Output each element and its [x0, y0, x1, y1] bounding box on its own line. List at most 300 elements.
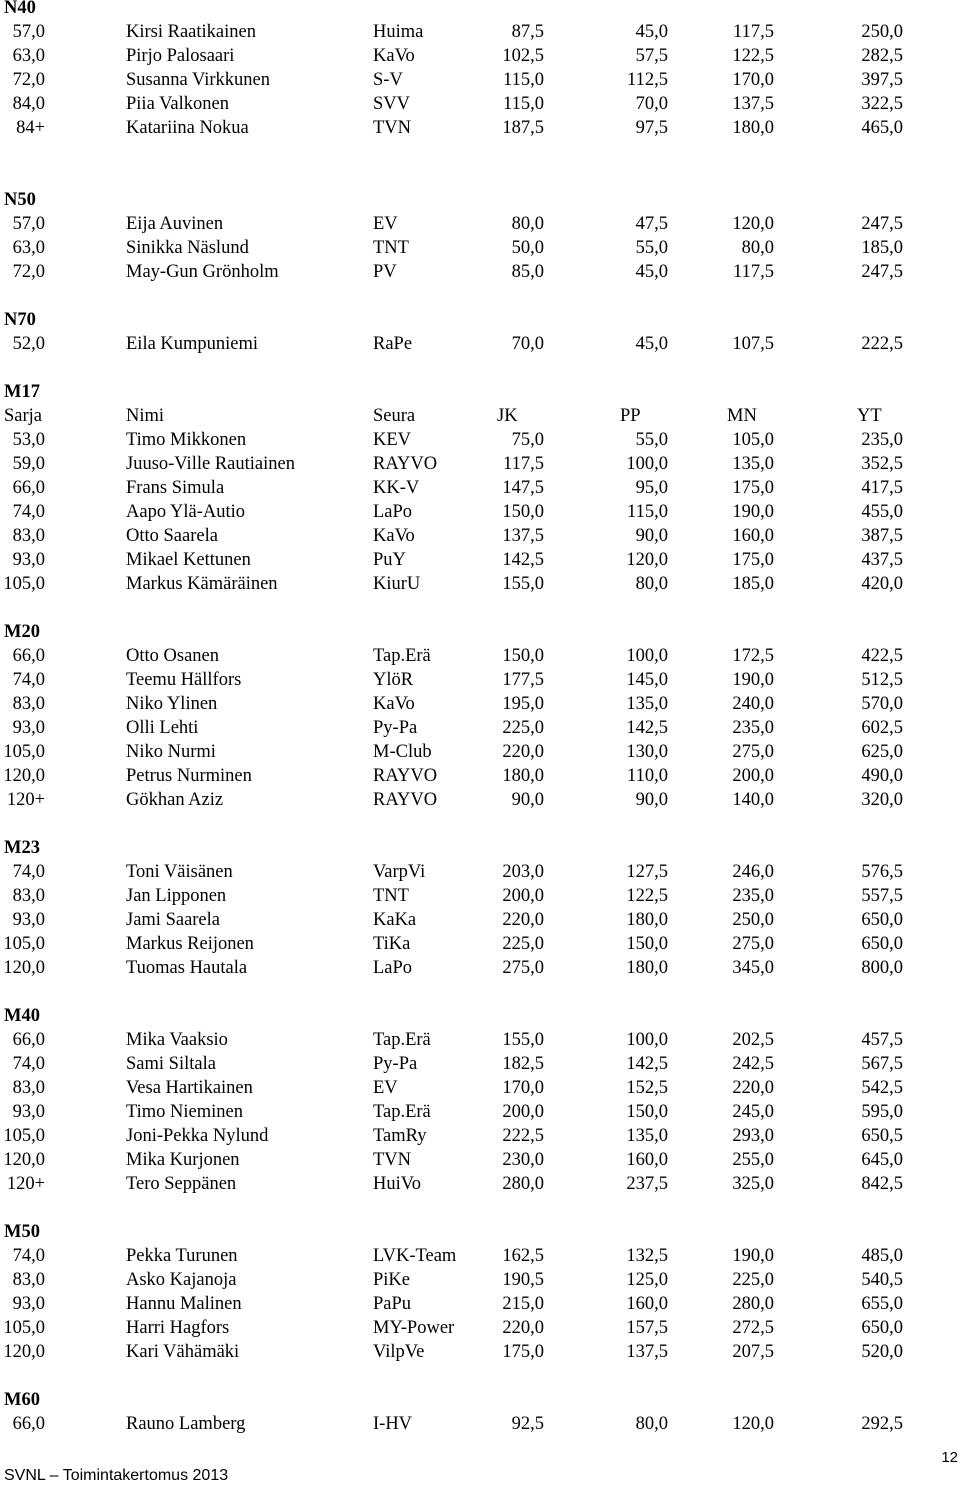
- table-row: [0, 236, 960, 260]
- club: RaPe: [373, 334, 413, 354]
- table-row: [0, 716, 960, 740]
- jk-result: 50,0: [511, 238, 544, 258]
- column-header: PP: [620, 406, 641, 426]
- jk-result: 137,5: [502, 526, 544, 546]
- mn-result: 275,0: [732, 934, 774, 954]
- table-row: [0, 1268, 960, 1292]
- athlete-name: Otto Osanen: [126, 646, 219, 666]
- athlete-name: Susanna Virkkunen: [126, 70, 270, 90]
- jk-result: 203,0: [502, 862, 544, 882]
- jk-result: 200,0: [502, 1102, 544, 1122]
- athlete-name: Pekka Turunen: [126, 1246, 238, 1266]
- table-row: [0, 500, 960, 524]
- total-result: 512,5: [861, 670, 903, 690]
- jk-result: 170,0: [502, 1078, 544, 1098]
- jk-result: 150,0: [502, 502, 544, 522]
- group-title: [0, 0, 960, 20]
- total-result: 250,0: [861, 22, 903, 42]
- weight-class: 93,0: [12, 1294, 45, 1314]
- club: EV: [373, 1078, 398, 1098]
- pp-result: 45,0: [635, 334, 668, 354]
- pp-result: 142,5: [626, 718, 668, 738]
- table-row: [0, 860, 960, 884]
- group-title: [0, 188, 960, 212]
- weight-class: 93,0: [12, 1102, 45, 1122]
- mn-result: 122,5: [732, 46, 774, 66]
- club: PaPu: [373, 1294, 412, 1314]
- weight-class: 74,0: [12, 670, 45, 690]
- total-result: 465,0: [861, 118, 903, 138]
- table-row: [0, 20, 960, 44]
- table-row: [0, 1028, 960, 1052]
- club: TiKa: [373, 934, 411, 954]
- pp-result: 112,5: [627, 70, 668, 90]
- table-row: [0, 572, 960, 596]
- club: TamRy: [373, 1126, 427, 1146]
- mn-result: 190,0: [732, 1246, 774, 1266]
- total-result: 397,5: [861, 70, 903, 90]
- pp-result: 90,0: [635, 790, 668, 810]
- athlete-name: Mikael Kettunen: [126, 550, 251, 570]
- table-row: [0, 908, 960, 932]
- pp-result: 122,5: [626, 886, 668, 906]
- club: TNT: [373, 238, 409, 258]
- table-row: [0, 1148, 960, 1172]
- total-result: 540,5: [861, 1270, 903, 1290]
- table-row: [0, 524, 960, 548]
- athlete-name: Sinikka Näslund: [126, 238, 249, 258]
- jk-result: 102,5: [502, 46, 544, 66]
- club: KK-V: [373, 478, 420, 498]
- jk-result: 280,0: [502, 1174, 544, 1194]
- club: LaPo: [373, 958, 413, 978]
- total-result: 387,5: [861, 526, 903, 546]
- jk-result: 220,0: [502, 742, 544, 762]
- pp-result: 160,0: [626, 1150, 668, 1170]
- club: YlöR: [373, 670, 414, 690]
- club: KaVo: [373, 526, 415, 546]
- total-result: 655,0: [861, 1294, 903, 1314]
- table-row: [0, 1052, 960, 1076]
- jk-result: 195,0: [502, 694, 544, 714]
- total-result: 490,0: [861, 766, 903, 786]
- club: PuY: [373, 550, 406, 570]
- total-result: 247,5: [861, 262, 903, 282]
- group-title-text: N50: [4, 190, 36, 210]
- total-result: 842,5: [861, 1174, 903, 1194]
- column-header: YT: [857, 406, 882, 426]
- weight-class: 52,0: [12, 334, 45, 354]
- total-result: 247,5: [861, 214, 903, 234]
- pp-result: 45,0: [635, 22, 668, 42]
- pp-result: 100,0: [626, 454, 668, 474]
- athlete-name: Hannu Malinen: [126, 1294, 242, 1314]
- table-row: [0, 548, 960, 572]
- total-result: 417,5: [861, 478, 903, 498]
- group-title-text: M23: [4, 838, 40, 858]
- athlete-name: Eija Auvinen: [126, 214, 224, 234]
- pp-result: 132,5: [626, 1246, 668, 1266]
- table-row: [0, 476, 960, 500]
- total-result: 282,5: [861, 46, 903, 66]
- table-row: [0, 428, 960, 452]
- mn-result: 117,5: [733, 262, 774, 282]
- club: SVV: [373, 94, 411, 114]
- club: S-V: [373, 70, 403, 90]
- weight-class: 93,0: [12, 718, 45, 738]
- mn-result: 170,0: [732, 70, 774, 90]
- total-result: 485,0: [861, 1246, 903, 1266]
- jk-result: 155,0: [502, 574, 544, 594]
- club: HuiVo: [373, 1174, 421, 1194]
- total-result: 542,5: [861, 1078, 903, 1098]
- mn-result: 180,0: [732, 118, 774, 138]
- club: Tap.Erä: [373, 1102, 431, 1122]
- athlete-name: Mika Vaaksio: [126, 1030, 228, 1050]
- athlete-name: Kirsi Raatikainen: [126, 22, 256, 42]
- athlete-name: Tuomas Hautala: [126, 958, 248, 978]
- club: M-Club: [373, 742, 432, 762]
- athlete-name: Toni Väisänen: [126, 862, 233, 882]
- mn-result: 80,0: [741, 238, 774, 258]
- jk-result: 150,0: [502, 646, 544, 666]
- column-header: Nimi: [126, 406, 165, 426]
- jk-result: 147,5: [502, 478, 544, 498]
- group-title-text: N40: [4, 0, 36, 18]
- mn-result: 345,0: [732, 958, 774, 978]
- pp-result: 180,0: [626, 958, 668, 978]
- club: KiurU: [373, 574, 421, 594]
- group-title: [0, 1004, 960, 1028]
- athlete-name: Mika Kurjonen: [126, 1150, 240, 1170]
- club: RAYVO: [373, 766, 438, 786]
- athlete-name: Harri Hagfors: [126, 1318, 230, 1338]
- pp-result: 157,5: [626, 1318, 668, 1338]
- club: PV: [373, 262, 397, 282]
- table-row: [0, 740, 960, 764]
- total-result: 650,0: [861, 910, 903, 930]
- jk-result: 222,5: [502, 1126, 544, 1146]
- table-row: [0, 1292, 960, 1316]
- weight-class: 66,0: [12, 1414, 45, 1434]
- weight-class: 105,0: [3, 574, 45, 594]
- athlete-name: Olli Lehti: [126, 718, 199, 738]
- pp-result: 160,0: [626, 1294, 668, 1314]
- athlete-name: Joni-Pekka Nylund: [126, 1126, 269, 1146]
- weight-class: 93,0: [12, 550, 45, 570]
- total-result: 650,5: [861, 1126, 903, 1146]
- jk-result: 85,0: [511, 262, 544, 282]
- jk-result: 225,0: [502, 718, 544, 738]
- jk-result: 230,0: [502, 1150, 544, 1170]
- club: Py-Pa: [373, 718, 418, 738]
- weight-class: 105,0: [3, 742, 45, 762]
- group-title-text: M20: [4, 622, 40, 642]
- group-title: [0, 1220, 960, 1244]
- mn-result: 190,0: [732, 502, 774, 522]
- group-title-text: N70: [4, 310, 36, 330]
- mn-result: 242,5: [732, 1054, 774, 1074]
- jk-result: 177,5: [502, 670, 544, 690]
- pp-result: 95,0: [635, 478, 668, 498]
- club: LVK-Team: [373, 1246, 457, 1266]
- group-title: [0, 1388, 960, 1412]
- total-result: 567,5: [861, 1054, 903, 1074]
- club: KEV: [373, 430, 412, 450]
- weight-class: 74,0: [12, 502, 45, 522]
- pp-result: 47,5: [635, 214, 668, 234]
- table-row: [0, 116, 960, 140]
- total-result: 235,0: [861, 430, 903, 450]
- club: Tap.Erä: [373, 646, 431, 666]
- athlete-name: Vesa Hartikainen: [126, 1078, 253, 1098]
- weight-class: 105,0: [3, 1318, 45, 1338]
- mn-result: 172,5: [732, 646, 774, 666]
- total-result: 352,5: [861, 454, 903, 474]
- pp-result: 150,0: [626, 1102, 668, 1122]
- jk-result: 220,0: [502, 910, 544, 930]
- weight-class: 66,0: [12, 478, 45, 498]
- mn-result: 255,0: [732, 1150, 774, 1170]
- pp-result: 152,5: [626, 1078, 668, 1098]
- pp-result: 237,5: [626, 1174, 668, 1194]
- total-result: 185,0: [861, 238, 903, 258]
- table-row: [0, 1244, 960, 1268]
- jk-result: 117,5: [503, 454, 544, 474]
- footer-text: SVNL – Toimintakertomus 2013: [4, 1467, 229, 1484]
- club: Huima: [373, 22, 424, 42]
- athlete-name: Juuso-Ville Rautiainen: [126, 454, 295, 474]
- total-result: 650,0: [861, 934, 903, 954]
- table-row: [0, 1124, 960, 1148]
- mn-result: 140,0: [732, 790, 774, 810]
- pp-result: 100,0: [626, 1030, 668, 1050]
- club: RAYVO: [373, 454, 438, 474]
- weight-class: 74,0: [12, 1246, 45, 1266]
- athlete-name: Katariina Nokua: [126, 118, 249, 138]
- table-row: [0, 932, 960, 956]
- total-result: 625,0: [861, 742, 903, 762]
- pp-result: 110,0: [627, 766, 668, 786]
- total-result: 457,5: [861, 1030, 903, 1050]
- athlete-name: Teemu Hällfors: [126, 670, 242, 690]
- mn-result: 293,0: [732, 1126, 774, 1146]
- table-row: [0, 92, 960, 116]
- athlete-name: Sami Siltala: [126, 1054, 216, 1074]
- pp-result: 70,0: [635, 94, 668, 114]
- jk-result: 200,0: [502, 886, 544, 906]
- jk-result: 75,0: [511, 430, 544, 450]
- jk-result: 162,5: [502, 1246, 544, 1266]
- weight-class: 63,0: [12, 46, 45, 66]
- mn-result: 280,0: [732, 1294, 774, 1314]
- athlete-name: Aapo Ylä-Autio: [126, 502, 246, 522]
- mn-result: 137,5: [732, 94, 774, 114]
- club: VarpVi: [373, 862, 426, 882]
- jk-result: 220,0: [502, 1318, 544, 1338]
- club: KaKa: [373, 910, 417, 930]
- jk-result: 175,0: [502, 1342, 544, 1362]
- weight-class: 83,0: [12, 694, 45, 714]
- pp-result: 80,0: [635, 574, 668, 594]
- weight-class: 57,0: [12, 214, 45, 234]
- club: KaVo: [373, 46, 415, 66]
- jk-result: 115,0: [503, 94, 544, 114]
- table-row: [0, 452, 960, 476]
- total-result: 557,5: [861, 886, 903, 906]
- column-header: MN: [727, 406, 757, 426]
- athlete-name: Kari Vähämäki: [126, 1342, 240, 1362]
- weight-class: 74,0: [12, 862, 45, 882]
- club: EV: [373, 214, 398, 234]
- athlete-name: Pirjo Palosaari: [126, 46, 235, 66]
- club: PiKe: [373, 1270, 410, 1290]
- jk-result: 275,0: [502, 958, 544, 978]
- pp-result: 55,0: [635, 238, 668, 258]
- jk-result: 155,0: [502, 1030, 544, 1050]
- club: Py-Pa: [373, 1054, 418, 1074]
- athlete-name: Rauno Lamberg: [126, 1414, 246, 1434]
- mn-result: 117,5: [733, 22, 774, 42]
- total-result: 570,0: [861, 694, 903, 714]
- weight-class: 105,0: [3, 934, 45, 954]
- athlete-name: May-Gun Grönholm: [126, 262, 279, 282]
- weight-class: 74,0: [12, 1054, 45, 1074]
- weight-class: 93,0: [12, 910, 45, 930]
- jk-result: 80,0: [511, 214, 544, 234]
- mn-result: 107,5: [732, 334, 774, 354]
- pp-result: 57,5: [635, 46, 668, 66]
- weight-class: 84+: [16, 118, 45, 138]
- pp-result: 45,0: [635, 262, 668, 282]
- total-result: 420,0: [861, 574, 903, 594]
- total-result: 602,5: [861, 718, 903, 738]
- club: VilpVe: [373, 1342, 425, 1362]
- mn-result: 240,0: [732, 694, 774, 714]
- table-row: [0, 788, 960, 812]
- table-row: [0, 260, 960, 284]
- table-row: [0, 668, 960, 692]
- mn-result: 275,0: [732, 742, 774, 762]
- pp-result: 127,5: [626, 862, 668, 882]
- pp-result: 135,0: [626, 694, 668, 714]
- total-result: 455,0: [861, 502, 903, 522]
- group-title-text: M60: [4, 1390, 40, 1410]
- weight-class: 63,0: [12, 238, 45, 258]
- group-title-text: M40: [4, 1006, 40, 1026]
- weight-class: 57,0: [12, 22, 45, 42]
- weight-class: 120,0: [3, 958, 45, 978]
- club: KaVo: [373, 694, 415, 714]
- mn-result: 120,0: [732, 1414, 774, 1434]
- pp-result: 55,0: [635, 430, 668, 450]
- page-number: 12: [941, 1449, 958, 1466]
- table-row: [0, 44, 960, 68]
- jk-result: 115,0: [503, 70, 544, 90]
- club: Tap.Erä: [373, 1030, 431, 1050]
- total-result: 222,5: [861, 334, 903, 354]
- athlete-name: Timo Mikkonen: [126, 430, 247, 450]
- club: TVN: [373, 1150, 412, 1170]
- jk-result: 90,0: [511, 790, 544, 810]
- mn-result: 160,0: [732, 526, 774, 546]
- total-result: 576,5: [861, 862, 903, 882]
- table-row: [0, 644, 960, 668]
- mn-result: 190,0: [732, 670, 774, 690]
- mn-result: 245,0: [732, 1102, 774, 1122]
- athlete-name: Jan Lipponen: [126, 886, 227, 906]
- club: TVN: [373, 118, 412, 138]
- club: LaPo: [373, 502, 413, 522]
- weight-class: 72,0: [12, 70, 45, 90]
- mn-result: 120,0: [732, 214, 774, 234]
- weight-class: 66,0: [12, 1030, 45, 1050]
- total-result: 520,0: [861, 1342, 903, 1362]
- total-result: 422,5: [861, 646, 903, 666]
- table-row: [0, 764, 960, 788]
- mn-result: 325,0: [732, 1174, 774, 1194]
- weight-class: 105,0: [3, 1126, 45, 1146]
- athlete-name: Timo Nieminen: [126, 1102, 244, 1122]
- weight-class: 120+: [6, 1174, 45, 1194]
- mn-result: 200,0: [732, 766, 774, 786]
- weight-class: 83,0: [12, 526, 45, 546]
- column-header: Seura: [373, 406, 416, 426]
- jk-result: 215,0: [502, 1294, 544, 1314]
- pp-result: 135,0: [626, 1126, 668, 1146]
- mn-result: 246,0: [732, 862, 774, 882]
- total-result: 645,0: [861, 1150, 903, 1170]
- mn-result: 105,0: [732, 430, 774, 450]
- weight-class: 59,0: [12, 454, 45, 474]
- mn-result: 202,5: [732, 1030, 774, 1050]
- table-row: [0, 1412, 960, 1436]
- weight-class: 84,0: [12, 94, 45, 114]
- mn-result: 272,5: [732, 1318, 774, 1338]
- jk-result: 92,5: [511, 1414, 544, 1434]
- group-title: [0, 620, 960, 644]
- athlete-name: Niko Nurmi: [126, 742, 216, 762]
- table-row: [0, 68, 960, 92]
- table-row: [0, 884, 960, 908]
- table-row: [0, 1316, 960, 1340]
- athlete-name: Niko Ylinen: [126, 694, 218, 714]
- group-title-text: M50: [4, 1222, 40, 1242]
- jk-result: 180,0: [502, 766, 544, 786]
- pp-result: 150,0: [626, 934, 668, 954]
- mn-result: 207,5: [732, 1342, 774, 1362]
- total-result: 800,0: [861, 958, 903, 978]
- total-result: 595,0: [861, 1102, 903, 1122]
- jk-result: 142,5: [502, 550, 544, 570]
- athlete-name: Asko Kajanoja: [126, 1270, 237, 1290]
- athlete-name: Piia Valkonen: [126, 94, 229, 114]
- pp-result: 145,0: [626, 670, 668, 690]
- group-title: [0, 836, 960, 860]
- jk-result: 70,0: [511, 334, 544, 354]
- club: MY-Power: [373, 1318, 455, 1338]
- total-result: 292,5: [861, 1414, 903, 1434]
- weight-class: 120+: [6, 790, 45, 810]
- pp-result: 80,0: [635, 1414, 668, 1434]
- athlete-name: Gökhan Aziz: [126, 790, 224, 810]
- weight-class: 83,0: [12, 1078, 45, 1098]
- mn-result: 135,0: [732, 454, 774, 474]
- mn-result: 225,0: [732, 1270, 774, 1290]
- mn-result: 235,0: [732, 718, 774, 738]
- mn-result: 175,0: [732, 550, 774, 570]
- table-row: [0, 1076, 960, 1100]
